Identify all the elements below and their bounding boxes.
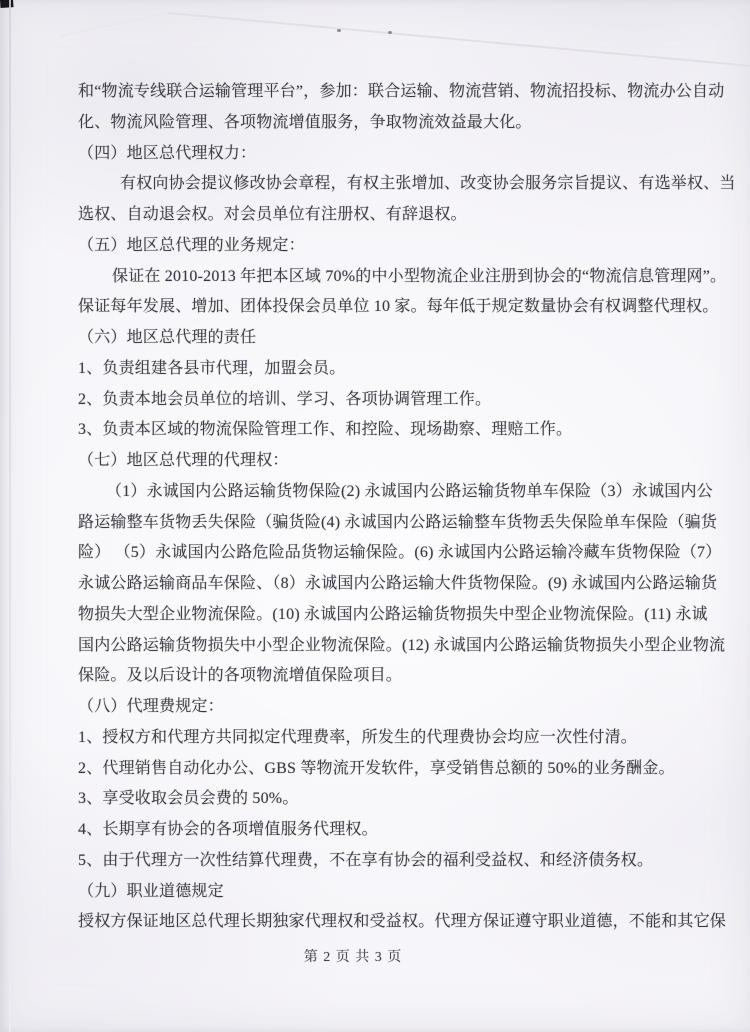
document-line: 授权方保证地区总代理长期独家代理权和受益权。代理方保证遵守职业道德，不能和其它保 <box>78 913 727 931</box>
section-heading: （八）代理费规定： <box>78 698 224 715</box>
document-line: 物损失大型企业物流保险。(10) 永诚国内公路运输货物损失中型企业物流保险。(11) 永诚 <box>78 605 708 623</box>
document-line: 路运输整车货物丢失保险（骗货险(4) 永诚国内公路运输整车货物丢失保险单车保险（骗货 <box>78 513 718 531</box>
document-line: 和“物流专线联合运输管理平台”，参加：联合运输、物流营销、物流招投标、物流办公自动 <box>78 83 725 100</box>
list-item: 1、授权方和代理方共同拟定代理费率，所发生的代理费协会均应一次性付清。 <box>78 728 638 746</box>
section-heading: （五）地区总代理的业务规定： <box>78 236 305 254</box>
list-item: 3、享受收取会员会费的 50%。 <box>78 790 299 808</box>
document-line: （1）永诚国内公路运输货物保险(2) 永诚国内公路运输货物单车保险（3）永诚国内公 <box>106 482 713 500</box>
scan-speck <box>337 29 341 32</box>
list-item: 2、负责本地会员单位的培训、学习、各项协调管理工作。 <box>78 390 492 408</box>
document-line: 保证在 2010-2013 年把本区域 70%的中小型物流企业注册到协会的“物流信息管理网”。 <box>112 267 727 285</box>
document-line: 保险。及以后设计的各项物流增值保险项目。 <box>78 667 403 685</box>
list-item: 5、由于代理方一次性结算代理费，不在享有协会的福利受益权、和经济债务权。 <box>78 851 654 869</box>
document-line: 选权、自动退会权。对会员单位有注册权、有辞退权。 <box>78 206 467 223</box>
scan-left-crease <box>9 0 11 1032</box>
section-heading: （六）地区总代理的责任 <box>78 329 257 346</box>
document-line: 化、物流风险管理、各项物流增值服务，争取物流效益最大化。 <box>78 113 532 131</box>
page-footer: 第 2 页 共 3 页 <box>303 950 403 965</box>
section-heading: （四）地区总代理权力： <box>78 144 257 162</box>
document-line: 保证每年发展、增加、团体投保会员单位 10 家。每年低于规定数量协会有权调整代理权。 <box>78 298 719 316</box>
list-item: 1、负责组建各县市代理，加盟会员。 <box>78 359 346 377</box>
list-item: 2、代理销售自动化办公、GBS 等物流开发软件，享受销售总额的 50%的业务酬金。 <box>78 759 675 777</box>
document-line: 国内公路运输货物损失中小型企业物流保险。(12) 永诚国内公路运输货物损失小型企业物流 <box>78 636 726 654</box>
document-body <box>78 77 736 938</box>
document-line: 有权向协会提议修改协会章程，有权主张增加、改变协会服务宗旨提议、有选举权、当 <box>120 175 736 193</box>
list-item: 3、负责本区域的物流保险管理工作、和控险、现场勘察、理赔工作。 <box>78 421 573 439</box>
scan-speck <box>388 31 392 34</box>
section-heading: （九）职业道德规定 <box>78 882 224 900</box>
document-line: 险） （5）永诚国内公路危险品货物运输保险。(6) 永诚国内公路运输冷藏车货物保险（7） <box>78 544 722 562</box>
document-line: 永诚公路运输商品车保险、（8）永诚国内公路运输大件货物保险。(9) 永诚国内公路运输货 <box>78 575 718 592</box>
section-heading: （七）地区总代理的代理权： <box>78 452 289 469</box>
list-item: 4、长期享有协会的各项增值服务代理权。 <box>78 821 378 838</box>
